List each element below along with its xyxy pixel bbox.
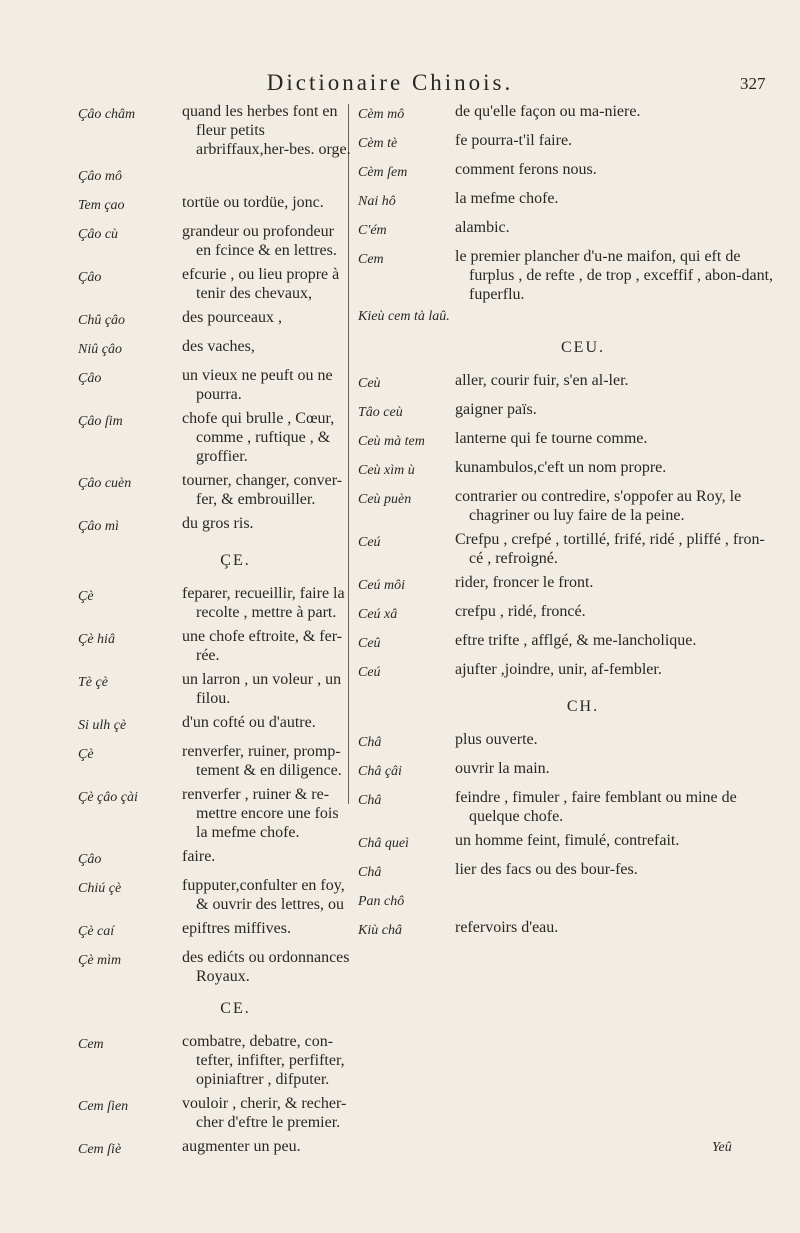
- section-heading-ce-2: CE.: [220, 1000, 251, 1017]
- dictionary-entry: [78, 1137, 353, 1161]
- dictionary-entry: [78, 670, 353, 708]
- entry-headword: Çâo mì: [78, 519, 119, 534]
- section-heading-ce: ÇE.: [220, 552, 251, 569]
- section-heading-ch: CH.: [566, 698, 600, 715]
- entry-headword: Çâo: [78, 852, 102, 867]
- dictionary-entry: [358, 371, 778, 395]
- entry-headword: Ceù mà tem: [358, 434, 425, 449]
- dictionary-entry: [78, 627, 353, 665]
- dictionary-entry: [358, 631, 778, 655]
- entry-headword: Tè çè: [78, 675, 108, 690]
- entry-definition: epiftres miffives.: [182, 920, 292, 937]
- entry-headword: Cèm ſem: [358, 165, 408, 180]
- entry-definition: vouloir , cherir, & recher-cher d'eftre le premier.: [182, 1095, 347, 1131]
- entry-definition: ajufter ,joindre, unir, af-fembler.: [455, 661, 662, 678]
- dictionary-entry: [358, 759, 778, 783]
- entry-headword: Ceù: [358, 376, 381, 391]
- left-column: [78, 102, 353, 1166]
- entry-definition: crefpu , ridé, froncé.: [455, 603, 586, 620]
- entry-headword: Ceû: [358, 636, 381, 651]
- dictionary-entry: [78, 102, 353, 159]
- entry-definition: gaigner païs.: [455, 401, 537, 418]
- entry-headword: Ceú môi: [358, 578, 406, 593]
- dictionary-entry: [358, 602, 778, 626]
- dictionary-entry: [78, 785, 353, 842]
- entry-headword: Nai hô: [358, 194, 396, 209]
- entry-headword: Si ulh çè: [78, 718, 127, 733]
- entry-definition: du gros ris.: [182, 515, 254, 532]
- entry-headword: Tâo ceù: [358, 405, 403, 420]
- entry-definition: une chofe eftroite, & fer-rée.: [182, 628, 343, 664]
- right-entries-b: [358, 371, 778, 684]
- entry-definition: grandeur ou profondeur en fcince & en lettres.: [182, 223, 337, 259]
- entry-headword: Çâo ſim: [78, 414, 123, 429]
- dictionary-entry: [358, 458, 778, 482]
- running-title: Dictionaire Chinois.: [266, 70, 514, 95]
- entry-headword: Kiù châ: [358, 923, 402, 938]
- dictionary-entry: [78, 164, 353, 188]
- dictionary-entry: [358, 573, 778, 597]
- entry-headword: Cem ſien: [78, 1099, 129, 1114]
- entry-definition: feparer, recueillir, faire la recolte , mettre à part.: [182, 585, 345, 621]
- entry-definition: comment ferons nous.: [455, 161, 597, 178]
- page-number: 327: [740, 74, 766, 93]
- dictionary-entry: [78, 742, 353, 780]
- dictionary-entry: [358, 102, 778, 126]
- entry-definition: kunambulos,c'eft un nom propre.: [455, 459, 667, 476]
- entry-headword: Çâo cù: [78, 227, 119, 242]
- dictionary-entry: [358, 660, 778, 684]
- entry-headword: Châ: [358, 865, 382, 880]
- entry-headword: Çè çâo çài: [78, 790, 138, 805]
- entry-headword: Çâo châm: [78, 107, 136, 122]
- dictionary-entry: [78, 948, 353, 986]
- entry-headword: Çâo: [78, 371, 102, 386]
- left-entries-c: [78, 1032, 353, 1161]
- entry-definition: un homme feint, fimulé, contrefait.: [455, 832, 680, 849]
- entry-headword: Çâo: [78, 270, 102, 285]
- entry-definition: d'un cofté ou d'autre.: [182, 714, 316, 731]
- entry-definition: contrarier ou contredire, s'oppofer au Roy, le chagriner ou luy faire de la peine.: [455, 488, 742, 524]
- entry-definition: quand les herbes font en fleur petits arbriffaux,her-bes. orge.: [182, 103, 351, 158]
- entry-definition: combatre, debatre, con-tefter, infifter, perfifter, opiniaftrer , difputer.: [182, 1033, 345, 1088]
- entry-definition: plus ouverte.: [455, 731, 538, 748]
- entry-definition: renverfer, ruiner, promp-tement & en diligence.: [182, 743, 342, 779]
- phrase-line: Kieù cem tà laû.: [358, 309, 450, 324]
- entry-definition: lanterne qui fe tourne comme.: [455, 430, 648, 447]
- right-column: [358, 102, 778, 947]
- dictionary-entry: [78, 308, 353, 332]
- entry-headword: Chiú çè: [78, 881, 122, 896]
- entry-headword: Çè caí: [78, 924, 115, 939]
- entry-headword: Çè hiâ: [78, 632, 115, 647]
- dictionary-entry: [358, 788, 778, 826]
- entry-headword: Ceù puèn: [358, 492, 412, 507]
- entry-definition: rider, froncer le front.: [455, 574, 594, 591]
- dictionary-entry: [358, 918, 778, 942]
- dictionary-entry: [78, 713, 353, 737]
- dictionary-entry: [78, 409, 353, 466]
- right-entries-c: [358, 730, 778, 942]
- entry-headword: Cem: [78, 1037, 104, 1052]
- entry-definition: [182, 164, 353, 188]
- catchword: Yeû: [712, 1140, 732, 1155]
- entry-headword: Châ çâi: [358, 764, 402, 779]
- entry-headword: Çè: [78, 589, 94, 604]
- dictionary-entry: [78, 876, 353, 914]
- dictionary-entry: [358, 131, 778, 155]
- entry-definition: lier des facs ou des bour-fes.: [455, 861, 638, 878]
- entry-definition: fupputer,confulter en foy, & ouvrir des lettres, ou: [182, 877, 345, 913]
- entry-headword: Châ: [358, 793, 382, 808]
- entry-definition: eftre trifte , afflgé, & me-lancholique.: [455, 632, 697, 649]
- entry-headword: C'ém: [358, 223, 387, 238]
- entry-headword: Cèm tè: [358, 136, 398, 151]
- left-entries-b: [78, 584, 353, 986]
- entry-definition: ouvrir la main.: [455, 760, 550, 777]
- dictionary-entry: [78, 514, 353, 538]
- entry-definition: Crefpu , crefpé , tortillé, frifé, ridé , pliffé , fron-cé , refroigné.: [455, 531, 765, 567]
- dictionary-entry: [358, 189, 778, 213]
- entry-definition: tourner, changer, conver-fer, & embrouiller.: [182, 472, 343, 508]
- dictionary-entry: [78, 1032, 353, 1089]
- dictionary-entry: [358, 429, 778, 453]
- dictionary-entry: [358, 400, 778, 424]
- dictionary-entry: [358, 730, 778, 754]
- dictionary-entry: [358, 247, 778, 304]
- entry-definition: refervoirs d'eau.: [455, 919, 559, 936]
- entry-definition: alambic.: [455, 219, 510, 236]
- dictionary-entry: [78, 222, 353, 260]
- entry-headword: Niû çâo: [78, 342, 122, 357]
- dictionary-entry: [78, 471, 353, 509]
- entry-definition: [455, 889, 778, 913]
- entry-definition: feindre , fimuler , faire femblant ou mine de quelque chofe.: [455, 789, 737, 825]
- entry-headword: Ceú: [358, 535, 381, 550]
- dictionary-entry: [358, 160, 778, 184]
- section-heading-ceu: CEU.: [561, 339, 605, 356]
- entry-headword: Pan chô: [358, 894, 405, 909]
- dictionary-entry: [358, 487, 778, 525]
- entry-definition: faire.: [182, 848, 216, 865]
- dictionary-entry: [78, 584, 353, 622]
- entry-definition: la mefme chofe.: [455, 190, 559, 207]
- entry-definition: chofe qui brulle , Cœur, comme , ruftique , & groffier.: [182, 410, 335, 465]
- entry-headword: Chû çâo: [78, 313, 126, 328]
- dictionary-entry: [358, 530, 778, 568]
- entry-headword: Cem ſiè: [78, 1142, 122, 1157]
- entry-definition: un larron , un voleur , un filou.: [182, 671, 342, 707]
- entry-definition: le premier plancher d'u-ne maifon, qui eft de furplus , de refte , de trop , exceffif , abon-dant, fuperflu.: [455, 248, 774, 303]
- entry-headword: Ceù xìm ù: [358, 463, 415, 478]
- entry-definition: des edićts ou ordonnances Royaux.: [182, 949, 350, 985]
- entry-headword: Tem çao: [78, 198, 125, 213]
- entry-headword: Çè: [78, 747, 94, 762]
- right-entries-a: [358, 102, 778, 304]
- left-entries-a: [78, 102, 353, 538]
- entry-definition: des vaches,: [182, 338, 255, 355]
- entry-headword: Çâo mô: [78, 169, 122, 184]
- dictionary-entry: [358, 860, 778, 884]
- entry-headword: Châ queì: [358, 836, 409, 851]
- entry-definition: efcurie , ou lieu propre à tenir des chevaux,: [182, 266, 340, 302]
- dictionary-entry: [78, 337, 353, 361]
- entry-definition: augmenter un peu.: [182, 1138, 301, 1155]
- dictionary-entry: [78, 847, 353, 871]
- dictionary-entry: [358, 831, 778, 855]
- entry-definition: aller, courir fuir, s'en al-ler.: [455, 372, 629, 389]
- dictionary-entry: [358, 889, 778, 913]
- dictionary-entry: [78, 193, 353, 217]
- entry-definition: des pourceaux ,: [182, 309, 282, 326]
- entry-headword: Châ: [358, 735, 382, 750]
- entry-definition: de qu'elle façon ou ma-niere.: [455, 103, 641, 120]
- entry-headword: Cem: [358, 252, 384, 267]
- dictionary-entry: [78, 1094, 353, 1132]
- dictionary-entry: [78, 265, 353, 303]
- dictionary-entry: [78, 919, 353, 943]
- entry-headword: Cèm mô: [358, 107, 405, 122]
- entry-headword: Ceú: [358, 665, 381, 680]
- entry-headword: Çâo cuèn: [78, 476, 132, 491]
- entry-headword: Ceú xâ: [358, 607, 398, 622]
- entry-definition: un vieux ne peuft ou ne pourra.: [182, 367, 333, 403]
- entry-definition: renverfer , ruiner & re-mettre encore une fois la mefme chofe.: [182, 786, 339, 841]
- entry-headword: Çè mìm: [78, 953, 122, 968]
- entry-definition: fe pourra-t'il faire.: [455, 132, 573, 149]
- dictionary-entry: [358, 218, 778, 242]
- entry-definition: tortüe ou tordüe, jonc.: [182, 194, 324, 211]
- dictionary-entry: [78, 366, 353, 404]
